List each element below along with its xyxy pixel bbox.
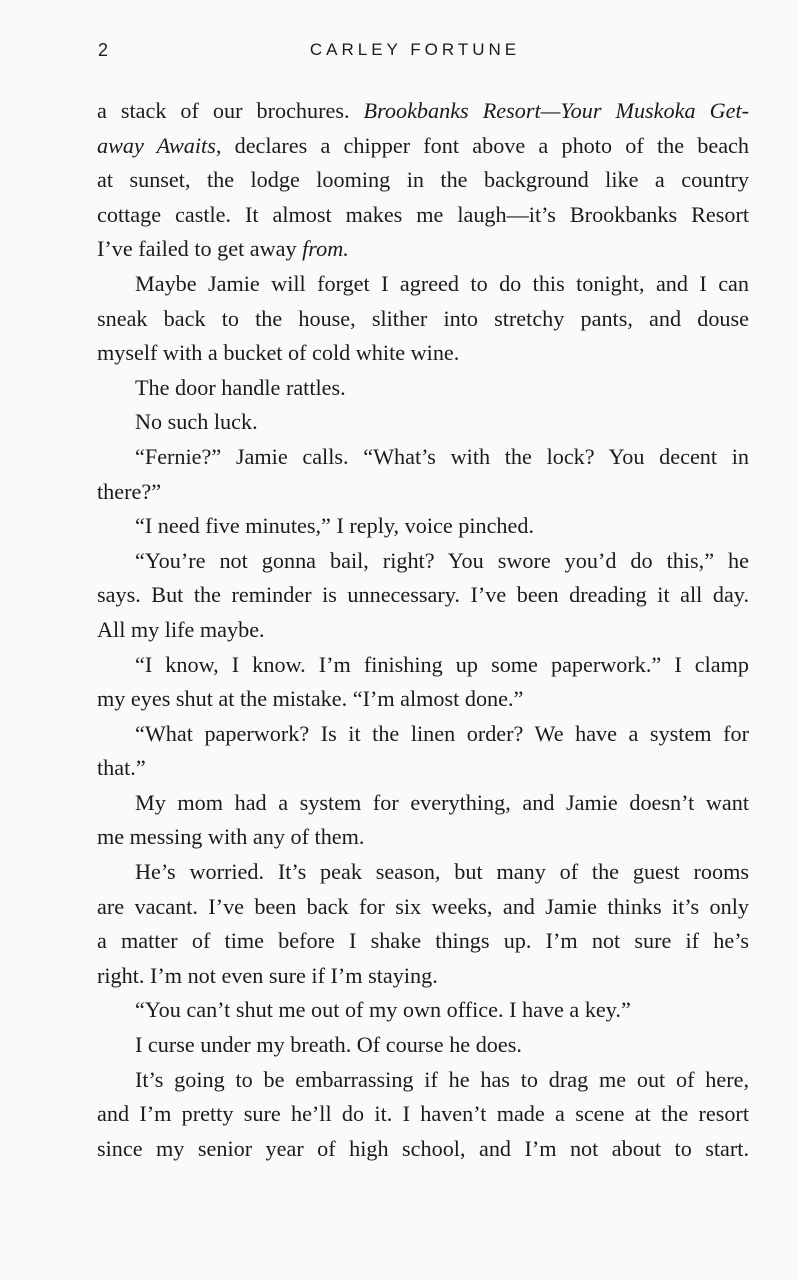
page-number: 2	[98, 40, 109, 60]
text-run: He’s worried. It’s peak season, but many of the guest rooms	[135, 859, 749, 885]
text-run: a matter of time before I shake things up. I’m not sure if he’s	[97, 928, 749, 954]
text-line	[97, 1028, 749, 1063]
text-run: “I need five minutes,” I reply, voice pinched.	[135, 513, 535, 539]
text-line	[97, 578, 749, 613]
text-line	[97, 1097, 749, 1132]
text-line	[97, 198, 749, 233]
text-line	[97, 267, 749, 302]
text-run: at sunset, the lodge looming in the background like a country	[97, 167, 749, 193]
body-text	[97, 94, 749, 1166]
running-head: CARLEY FORTUNE	[309, 40, 521, 59]
text-line	[97, 717, 749, 752]
text-line	[97, 440, 749, 475]
text-run: , declares a chipper font above a photo of the beach	[215, 132, 749, 158]
text-line	[97, 129, 749, 164]
text-run: Maybe Jamie will forget I agreed to do this tonight, and I can	[135, 270, 749, 296]
text-line	[97, 371, 749, 406]
text-run: The door handle rattles.	[135, 374, 346, 400]
text-line	[97, 232, 749, 267]
text-line	[97, 1132, 749, 1167]
text-line	[97, 959, 749, 994]
text-run: “Fernie?” Jamie calls. “What’s with the lock? You decent in	[135, 443, 749, 469]
text-run: No such luck.	[135, 409, 258, 435]
text-line	[97, 94, 749, 129]
text-line	[97, 682, 749, 717]
text-line	[97, 924, 749, 959]
text-line	[97, 993, 749, 1028]
page-header	[0, 36, 799, 66]
text-run: that.”	[97, 755, 146, 781]
text-run: right. I’m not even sure if I’m staying.	[97, 962, 438, 988]
text-line	[97, 786, 749, 821]
text-line	[97, 544, 749, 579]
text-run: “You can’t shut me out of my own office. I have a key.”	[135, 997, 631, 1023]
italic-text: from.	[302, 236, 349, 262]
text-run: I curse under my breath. Of course he does.	[135, 1032, 522, 1058]
text-line	[97, 1063, 749, 1098]
text-line	[97, 855, 749, 890]
italic-text: Brookbanks Resort—Your Muskoka Get-	[363, 98, 749, 123]
text-line	[97, 302, 749, 337]
text-run: me messing with any of them.	[97, 824, 365, 850]
text-run: are vacant. I’ve been back for six weeks, and Jamie thinks it’s only	[97, 893, 749, 919]
text-run: says. But the reminder is unnecessary. I’ve been dreading it all day.	[97, 582, 749, 608]
text-run: and I’m pretty sure he’ll do it. I haven’t made a scene at the resort	[97, 1101, 749, 1127]
text-line	[97, 648, 749, 683]
text-run: It’s going to be embarrassing if he has to drag me out of here,	[135, 1066, 749, 1092]
text-run: I’ve failed to get away	[97, 236, 303, 262]
italic-text: away Awaits	[97, 132, 216, 158]
text-run: “You’re not gonna bail, right? You swore you’d do this,” he	[135, 547, 749, 573]
text-run: myself with a bucket of cold white wine.	[97, 340, 460, 366]
text-line	[97, 820, 749, 855]
text-run: sneak back to the house, slither into stretchy pants, and douse	[97, 305, 749, 331]
text-run: My mom had a system for everything, and Jamie doesn’t want	[135, 789, 749, 815]
text-line	[97, 751, 749, 786]
text-run: since my senior year of high school, and I’m not about to start.	[97, 1135, 749, 1161]
text-run: there?”	[97, 478, 162, 504]
text-line	[97, 613, 749, 648]
text-line	[97, 163, 749, 198]
text-run: a stack of our brochures.	[97, 98, 364, 123]
text-line	[97, 509, 749, 544]
text-run: “What paperwork? Is it the linen order? We have a system for	[135, 720, 749, 746]
text-line	[97, 475, 749, 510]
text-line	[97, 336, 749, 371]
text-run: All my life maybe.	[97, 616, 265, 642]
text-run: cottage castle. It almost makes me laugh—it’s Brookbanks Resort	[97, 201, 749, 227]
text-line	[97, 890, 749, 925]
text-run: “I know, I know. I’m finishing up some paperwork.” I clamp	[135, 651, 749, 677]
text-run: my eyes shut at the mistake. “I’m almost done.”	[97, 686, 524, 712]
text-line	[97, 405, 749, 440]
